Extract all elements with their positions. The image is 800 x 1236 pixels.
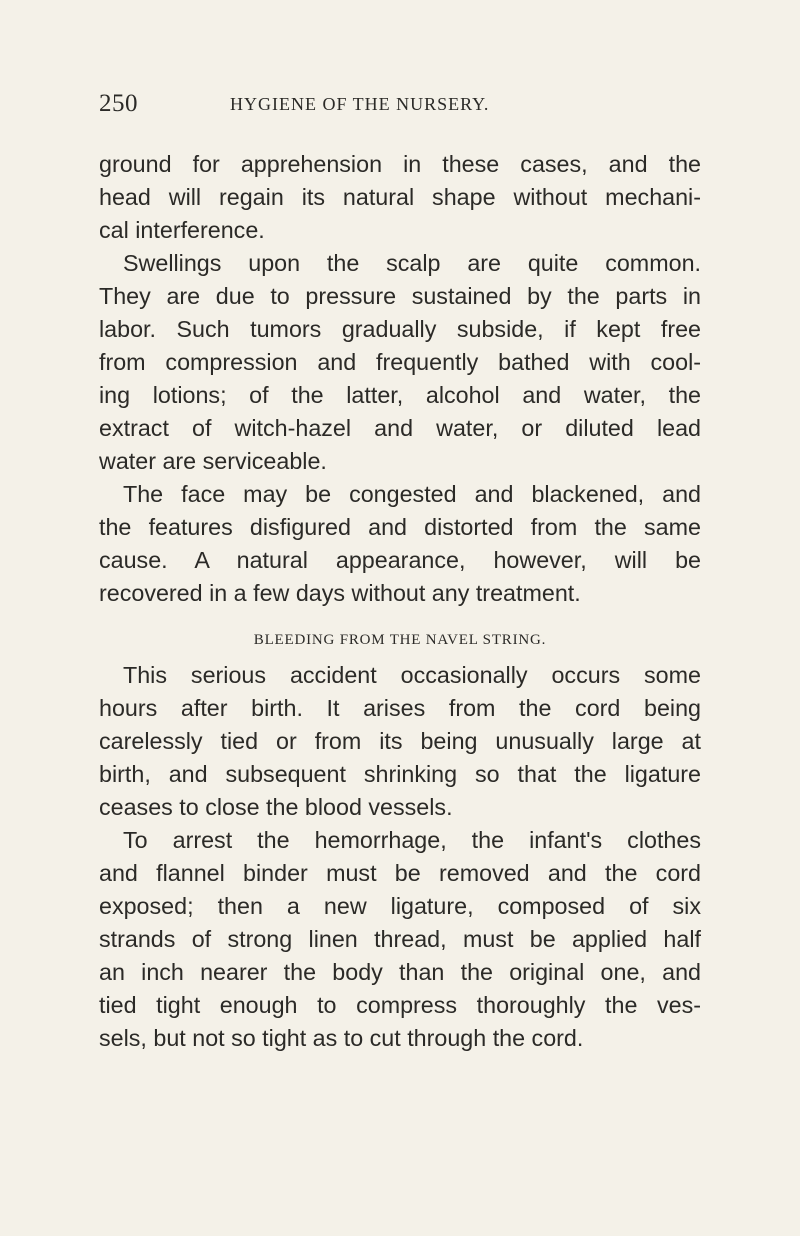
body-line: ground for apprehension in these cases, and the: [99, 151, 701, 177]
body-line: birth, and subsequent shrinking so that the ligature: [99, 761, 701, 787]
body-line: ceases to close the blood vessels.: [99, 794, 453, 820]
page-body: [99, 148, 701, 1055]
body-line: from compression and frequently bathed with cool-: [99, 349, 701, 375]
body-line: recovered in a few days without any treatment.: [99, 580, 581, 606]
page-number: 250: [99, 90, 138, 117]
body-line: carelessly tied or from its being unusually large at: [99, 728, 701, 754]
body-line: They are due to pressure sustained by the parts in: [99, 283, 701, 309]
body-line: sels, but not so tight as to cut through the cord.: [99, 1025, 584, 1051]
body-line: Swellings upon the scalp are quite common.: [123, 250, 701, 276]
body-line: exposed; then a new ligature, composed of six: [99, 893, 701, 919]
body-line: head will regain its natural shape without mechani-: [99, 184, 701, 210]
running-head: HYGIENE OF THE NURSERY.: [230, 94, 490, 114]
body-line: water are serviceable.: [99, 448, 327, 474]
body-line: and flannel binder must be removed and the cord: [99, 860, 701, 886]
section-heading: BLEEDING FROM THE NAVEL STRING.: [253, 632, 547, 648]
body-line: the features disfigured and distorted from the same: [99, 514, 701, 540]
body-line: ing lotions; of the latter, alcohol and water, the: [99, 382, 701, 408]
body-line: The face may be congested and blackened, and: [123, 481, 701, 507]
body-line: cal interference.: [99, 217, 265, 243]
body-line: hours after birth. It arises from the cord being: [99, 695, 701, 721]
page-header: [99, 88, 719, 120]
body-line: an inch nearer the body than the original one, and: [99, 959, 701, 985]
body-line: To arrest the hemorrhage, the infant's clothes: [123, 827, 701, 853]
body-line: This serious accident occasionally occurs some: [123, 662, 701, 688]
body-line: extract of witch-hazel and water, or diluted lead: [99, 415, 701, 441]
body-line: labor. Such tumors gradually subside, if kept free: [99, 316, 701, 342]
body-line: tied tight enough to compress thoroughly the ves-: [99, 992, 701, 1018]
body-line: cause. A natural appearance, however, will be: [99, 547, 701, 573]
body-line: strands of strong linen thread, must be applied half: [99, 926, 701, 952]
